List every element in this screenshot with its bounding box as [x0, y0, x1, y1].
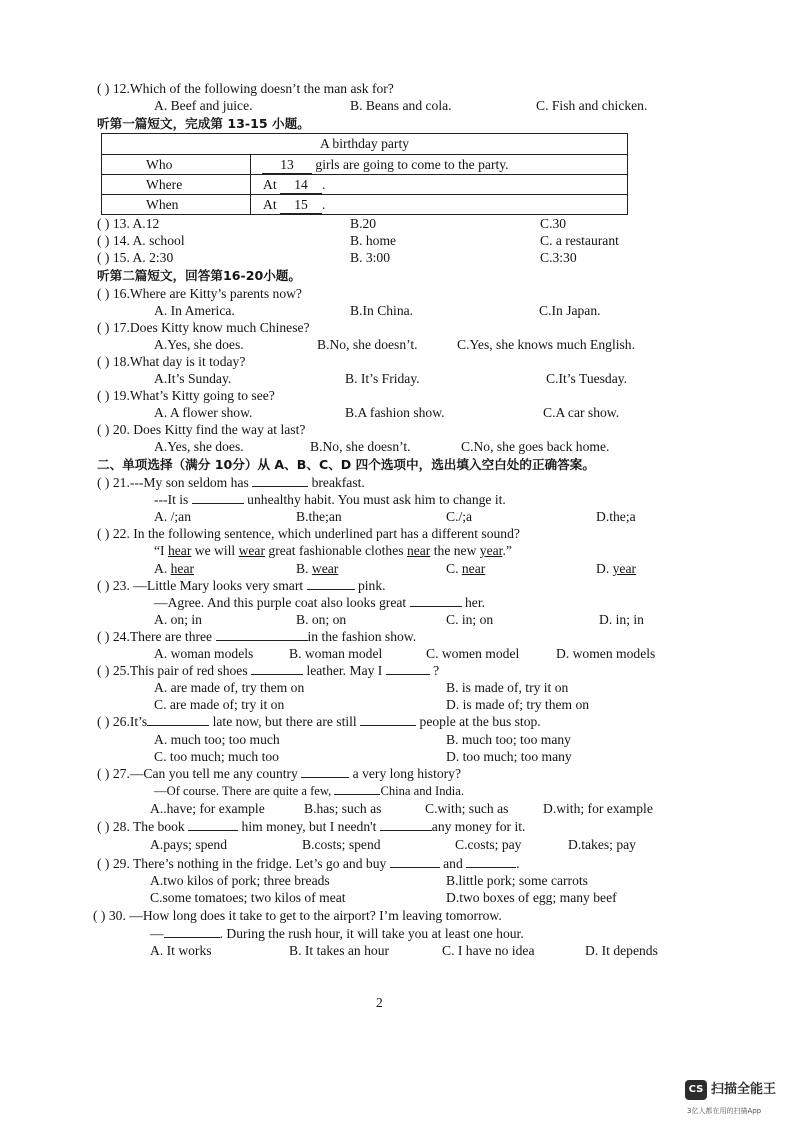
question-19	[0, 387, 794, 404]
option-a: A. It works	[150, 943, 212, 958]
option-prefix: C.	[446, 561, 462, 576]
question-12-options	[0, 97, 794, 114]
option-b: B. Beans and cola.	[350, 98, 452, 113]
option-a: A.It’s Sunday.	[154, 371, 232, 386]
question-20-options	[0, 438, 794, 455]
option-b: B.has; such as	[304, 801, 382, 816]
question-stem: ( ) 20. Does Kitty find the way at last?	[97, 422, 306, 437]
question-stem	[154, 782, 464, 800]
question-stem	[97, 818, 525, 835]
stem-text: in the fashion show.	[307, 629, 417, 644]
option-a: A..have; for example	[150, 801, 265, 816]
answer-blank	[251, 662, 303, 675]
question-27	[0, 765, 794, 782]
stem-text: ( ) 29. There’s nothing in the fridge. Let’s go and buy	[97, 856, 387, 871]
option-b: B.20	[350, 216, 377, 231]
option-b: B.the;an	[296, 509, 342, 524]
stem-text: him money, but I needn't	[241, 819, 377, 834]
underlined-word: near	[461, 561, 486, 576]
answer-blank	[360, 713, 416, 726]
question-23	[0, 577, 794, 594]
question-17	[0, 319, 794, 336]
option-prefix: D.	[596, 561, 613, 576]
stem-text: pink.	[357, 578, 386, 593]
table-row	[102, 194, 627, 215]
option-c: C.In Japan.	[539, 303, 601, 318]
answer-blank	[263, 176, 325, 194]
underlined-word: hear	[170, 561, 195, 576]
option-d: D.the;a	[596, 509, 636, 524]
question-stem	[97, 628, 416, 645]
stem-text: ( ) 24.There are three	[97, 629, 213, 644]
answer-blank	[164, 925, 220, 938]
question-29-options-2	[0, 889, 794, 906]
answer-blank	[263, 196, 325, 214]
option-d: D. too much; too many	[446, 749, 572, 764]
question-18	[0, 353, 794, 370]
question-stem: ( ) 13. A.12	[97, 216, 160, 231]
option-a: A. are made of, try them on	[154, 680, 305, 695]
option-a: A. Beef and juice.	[154, 98, 253, 113]
option-a: A.Yes, she does.	[154, 337, 244, 352]
question-24-options	[0, 645, 794, 662]
question-26-options-2	[0, 748, 794, 765]
passage-2-heading	[0, 267, 794, 284]
option-c: C. I have no idea	[442, 943, 535, 958]
option-b: B. It takes an hour	[289, 943, 390, 958]
answer-blank	[390, 855, 440, 868]
question-stem: ( ) 22. In the following sentence, which underlined part has a different sound?	[97, 526, 520, 541]
answer-blank	[307, 577, 355, 590]
stem-text: —	[150, 926, 164, 941]
option-c: C.30	[540, 216, 567, 231]
stem-text: ( ) 28. The book	[97, 819, 185, 834]
option-a: A. /;an	[154, 509, 191, 524]
section-heading: 二、单项选择（满分 10分）从 A、B、C、D 四个选项中，选出填入空白处的正确答案。	[97, 457, 595, 472]
option-b: B. home	[350, 233, 397, 248]
text: “I	[154, 543, 168, 558]
option-a: A. much too; too much	[154, 732, 280, 747]
underlined-word: near	[406, 543, 431, 558]
question-stem	[97, 713, 541, 730]
answer-blank	[252, 474, 308, 487]
text: .”	[502, 543, 512, 558]
question-stem: ( ) 15. A. 2:30	[97, 250, 174, 265]
option-c: C. Fish and chicken.	[536, 98, 648, 113]
section-heading: 听第一篇短文，完成第 13-15 小题。	[97, 116, 310, 131]
question-stem	[97, 765, 461, 782]
answer-blank	[386, 662, 430, 675]
option-c: C.No, she goes back home.	[461, 439, 610, 454]
question-22-options	[0, 560, 794, 577]
question-23-line2	[0, 594, 794, 611]
question-24	[0, 628, 794, 645]
stem-text: her.	[465, 595, 486, 610]
answer-blank	[192, 491, 244, 504]
option-c: C.Yes, she knows much English.	[457, 337, 635, 352]
blank-number: 15	[280, 196, 322, 214]
table-divider	[250, 154, 251, 214]
question-28	[0, 818, 794, 835]
question-26	[0, 713, 794, 730]
option-c: C. too much; much too	[154, 749, 279, 764]
scanner-app-name: 扫描全能王	[711, 1082, 777, 1097]
question-stem: ( ) 18.What day is it today?	[97, 354, 246, 369]
stem-text: . During the rush hour, it will take you at least one hour.	[219, 926, 524, 941]
stem-text: and	[443, 856, 463, 871]
underlined-word: hear	[167, 543, 192, 558]
question-25	[0, 662, 794, 679]
option-d: D. in; in	[599, 612, 644, 627]
underlined-word: year	[479, 543, 503, 558]
quoted-sentence	[154, 542, 512, 559]
option-b	[296, 560, 338, 577]
stem-text: .	[516, 856, 520, 871]
option-c: C. a restaurant	[540, 233, 619, 248]
stem-text: —Agree. And this purple coat also looks great	[154, 595, 407, 610]
question-21-line2	[0, 491, 794, 508]
page-number: 2	[376, 995, 383, 1010]
question-23-options	[0, 611, 794, 628]
question-25-options-1	[0, 679, 794, 696]
question-28-options	[0, 836, 794, 853]
option-b: B. on; on	[296, 612, 347, 627]
table-row	[102, 154, 627, 175]
question-27-line2	[0, 782, 794, 799]
option-b: B.No, she doesn’t.	[317, 337, 418, 352]
underlined-word: wear	[311, 561, 339, 576]
question-stem	[154, 594, 485, 611]
row-label: Who	[146, 157, 173, 172]
option-b: B.A fashion show.	[345, 405, 445, 420]
option-d: D.takes; pay	[568, 837, 636, 852]
answer-blank	[262, 156, 509, 174]
option-c: C.some tomatoes; two kilos of meat	[150, 890, 346, 905]
camscanner-logo-icon: CS	[685, 1080, 707, 1100]
stem-text: unhealthy habit. You must ask him to change it.	[247, 492, 506, 507]
question-stem: ( ) 17.Does Kitty know much Chinese?	[97, 320, 310, 335]
option-b: B.costs; spend	[302, 837, 381, 852]
option-a: A.two kilos of pork; three breads	[150, 873, 330, 888]
underlined-word: wear	[238, 543, 265, 558]
option-c: C.costs; pay	[455, 837, 522, 852]
section-heading: 听第二篇短文，回答第16-20小题。	[97, 268, 301, 283]
stem-text: ?	[433, 663, 440, 678]
row-text: girls are going to come to the party.	[315, 157, 509, 172]
stem-text: any money for it.	[431, 819, 526, 834]
question-30	[0, 907, 794, 924]
option-b: B. 3:00	[350, 250, 391, 265]
stem-text: ( ) 21.---My son seldom has	[97, 475, 249, 490]
option-prefix: A.	[154, 561, 171, 576]
option-d: D. It depends	[585, 943, 658, 958]
question-stem	[154, 491, 506, 508]
question-12	[0, 80, 794, 97]
stem-text: a very long history?	[352, 766, 462, 781]
question-stem	[97, 577, 386, 594]
question-stem: ( ) 30. —How long does it take to get to the airport? I’m leaving tomorrow.	[93, 908, 502, 923]
question-15	[0, 249, 794, 266]
birthday-party-table	[101, 133, 628, 215]
question-stem	[97, 662, 439, 679]
option-d	[596, 560, 636, 577]
option-prefix: B.	[296, 561, 312, 576]
blank-number: 14	[280, 176, 322, 194]
answer-blank	[301, 765, 349, 778]
stem-text: leather. May I	[306, 663, 383, 678]
table-row	[102, 174, 627, 195]
option-c: C.It’s Tuesday.	[546, 371, 628, 386]
question-22	[0, 525, 794, 542]
option-b: B.little pork; some carrots	[446, 873, 588, 888]
stem-text: ( ) 26.It’s	[97, 714, 148, 729]
question-30-line2	[0, 925, 794, 942]
stem-text: people at the bus stop.	[419, 714, 541, 729]
text: great fashionable clothes	[265, 543, 407, 558]
question-22-sentence	[0, 542, 794, 559]
section-2-heading	[0, 456, 794, 473]
row-text: .	[322, 177, 326, 192]
question-29-options-1	[0, 872, 794, 889]
row-label: When	[146, 197, 179, 212]
option-a: A. on; in	[154, 612, 202, 627]
question-stem: ( ) 19.What’s Kitty going to see?	[97, 388, 275, 403]
question-20	[0, 421, 794, 438]
row-label: Where	[146, 177, 183, 192]
option-b: B. It’s Friday.	[345, 371, 420, 386]
table-title: A birthday party	[319, 136, 410, 151]
question-19-options	[0, 404, 794, 421]
row-prefix: At	[263, 177, 277, 192]
option-a: A. In America.	[154, 303, 235, 318]
option-d: D.two boxes of egg; many beef	[446, 890, 617, 905]
row-prefix: At	[263, 197, 277, 212]
option-d: D. women models	[556, 646, 656, 661]
answer-blank	[216, 628, 308, 641]
stem-text: China and India.	[380, 784, 465, 798]
option-c: C.3:30	[540, 250, 577, 265]
question-17-options	[0, 336, 794, 353]
table-title-row	[102, 134, 627, 154]
answer-blank	[466, 855, 516, 868]
underlined-word: year	[612, 561, 637, 576]
text: we will	[191, 543, 239, 558]
question-stem	[150, 925, 524, 942]
scanner-tagline: 3亿人都在用的扫描App	[687, 1107, 762, 1115]
question-27-options	[0, 800, 794, 817]
option-d: D.with; for example	[543, 801, 653, 816]
option-b: B.In China.	[350, 303, 414, 318]
stem-text: ( ) 25.This pair of red shoes	[97, 663, 248, 678]
option-a	[154, 560, 194, 577]
question-30-options	[0, 942, 794, 959]
answer-blank	[410, 594, 462, 607]
stem-text: ( ) 23. —Little Mary looks very smart	[97, 578, 304, 593]
question-25-options-2	[0, 696, 794, 713]
question-stem: ( ) 12.Which of the following doesn’t the man ask for?	[97, 81, 394, 96]
option-b: B. much too; too many	[446, 732, 571, 747]
option-c: C.with; such as	[425, 801, 509, 816]
question-14	[0, 232, 794, 249]
question-16-options	[0, 302, 794, 319]
option-c: C. women model	[426, 646, 520, 661]
option-b: B.No, she doesn’t.	[310, 439, 411, 454]
option-b: B. is made of, try it on	[446, 680, 569, 695]
question-21	[0, 474, 794, 491]
answer-blank	[147, 713, 209, 726]
text: the new	[430, 543, 480, 558]
question-stem	[97, 474, 365, 491]
option-a: A. A flower show.	[154, 405, 253, 420]
option-a: A.Yes, she does.	[154, 439, 244, 454]
question-stem	[97, 855, 520, 872]
option-a: A. woman models	[154, 646, 254, 661]
option-a: A.pays; spend	[150, 837, 228, 852]
answer-blank	[380, 818, 432, 831]
option-c: C./;a	[446, 509, 473, 524]
stem-text: breakfast.	[311, 475, 365, 490]
option-b: B. woman model	[289, 646, 383, 661]
question-26-options-1	[0, 731, 794, 748]
answer-blank	[188, 818, 238, 831]
option-c: C.A car show.	[543, 405, 620, 420]
row-text: .	[322, 197, 326, 212]
question-21-options	[0, 508, 794, 525]
question-29	[0, 855, 794, 872]
blank-number: 13	[262, 156, 312, 174]
passage-1-heading	[0, 115, 794, 132]
option-c: C. are made of; try it on	[154, 697, 285, 712]
option-d: D. is made of; try them on	[446, 697, 590, 712]
question-18-options	[0, 370, 794, 387]
option-c	[446, 560, 485, 577]
question-16	[0, 285, 794, 302]
question-stem: ( ) 16.Where are Kitty’s parents now?	[97, 286, 302, 301]
stem-text: ---It is	[154, 492, 189, 507]
answer-blank	[334, 782, 380, 795]
stem-text: —Of course. There are quite a few,	[154, 784, 332, 798]
stem-text: late now, but there are still	[212, 714, 357, 729]
question-stem: ( ) 14. A. school	[97, 233, 185, 248]
option-c: C. in; on	[446, 612, 494, 627]
stem-text: ( ) 27.—Can you tell me any country	[97, 766, 298, 781]
question-13	[0, 215, 794, 232]
